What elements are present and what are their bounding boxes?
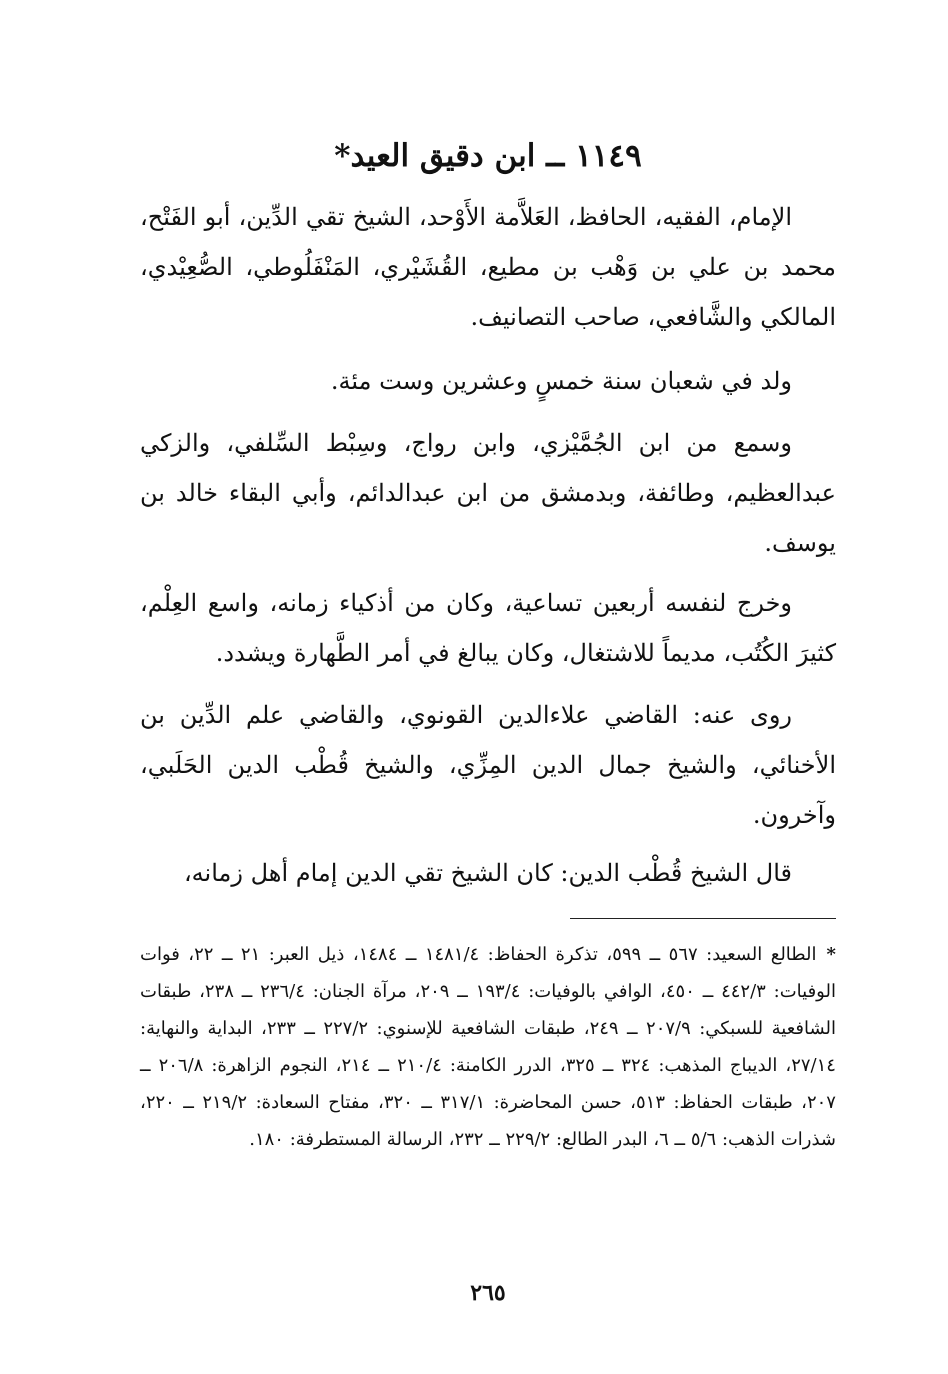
page-number: ٢٦٥ <box>470 1280 506 1306</box>
paragraph-text: وسمع من ابن الجُمَّيْزي، وابن رواج، وسِبْط السِّلفي، والزكي عبدالعظيم، وطائفة، وبدمشق من ابن عبدالدائم، وأبي البقاء خالد بن يوسف. <box>140 429 836 557</box>
footnote-marker: * <box>826 944 836 965</box>
quote-paragraph <box>140 848 836 898</box>
paragraph-text: روى عنه: القاضي علاءالدين القونوي، والقاضي علم الدِّين بن الأخنائي، والشيخ جمال الدين المِزِّي، والشيخ قُطْب الدين الحَلَبي، وآخرون. <box>140 701 836 829</box>
entry-heading: ١١٤٩ ــ ابن دقيق العيد* <box>334 138 642 174</box>
footnote-divider <box>570 918 836 919</box>
footnote <box>140 936 836 1158</box>
paragraph-text: الإمام، الفقيه، الحافظ، العَلاَّمة الأَوْحد، الشيخ تقي الدِّين، أبو الفَتْح، محمد بن علي بن وَهْب بن مطيع، القُشَيْري، المَنْفَلُوطي، الصُّعِيْدي، المالكي والشَّافعي، صاحب التصانيف. <box>140 203 836 331</box>
paragraph-text: ولد في شعبان سنة خمسٍ وعشرين وست مئة. <box>330 367 792 395</box>
biography-paragraph <box>140 192 836 342</box>
teachers-paragraph <box>140 418 836 568</box>
paragraph-text: وخرج لنفسه أربعين تساعية، وكان من أذكياء زمانه، واسع العِلْم، كثيرَ الكُتُب، مديماً للاشتغال، وكان يبالغ في أمر الطَّهارة ويشدد. <box>140 589 836 667</box>
works-paragraph <box>140 578 836 678</box>
birth-paragraph <box>140 356 836 406</box>
paragraph-text: قال الشيخ قُطْب الدين: كان الشيخ تقي الدين إمام أهل زمانه، <box>183 859 792 887</box>
students-paragraph <box>140 690 836 840</box>
footnote-text: الطالع السعيد: ٥٦٧ ــ ٥٩٩، تذكرة الحفاظ: ١٤٨١/٤ ــ ١٤٨٤، ذيل العبر: ٢١ ــ ٢٢، فوات الوفيات: ٤٤٢/٣ ــ ٤٥٠، الوافي بالوفيات: ١٩٣/٤ ــ ٢٠٩، مرآة الجنان: ٢٣٦/٤ ــ ٢٣٨، طبقات الشافعية للسبكي: ٢٠٧/٩ ــ ٢٤٩، طبقات الشافعية للإسنوي: ٢٢٧/٢ ــ ٢٣٣، البداية والنهاية: ٢٧/١٤، الديباج المذهب: ٣٢٤ ــ ٣٢٥، الدرر الكامنة: ٢١٠/٤ ــ ٢١٤، النجوم الزاهرة: ٢٠٦/٨ ــ ٢٠٧، طبقات الحفاظ: ٥١٣، حسن المحاضرة: ٣١٧/١ ــ ٣٢٠، مفتاح السعادة: ٢١٩/٢ ــ ٢٢٠، شذرات الذهب: ٥/٦ ــ ٦، البدر الطالع: ٢٢٩/٢ ــ ٢٣٢، الرسالة المستطرفة: ١٨٠. <box>140 944 837 1150</box>
